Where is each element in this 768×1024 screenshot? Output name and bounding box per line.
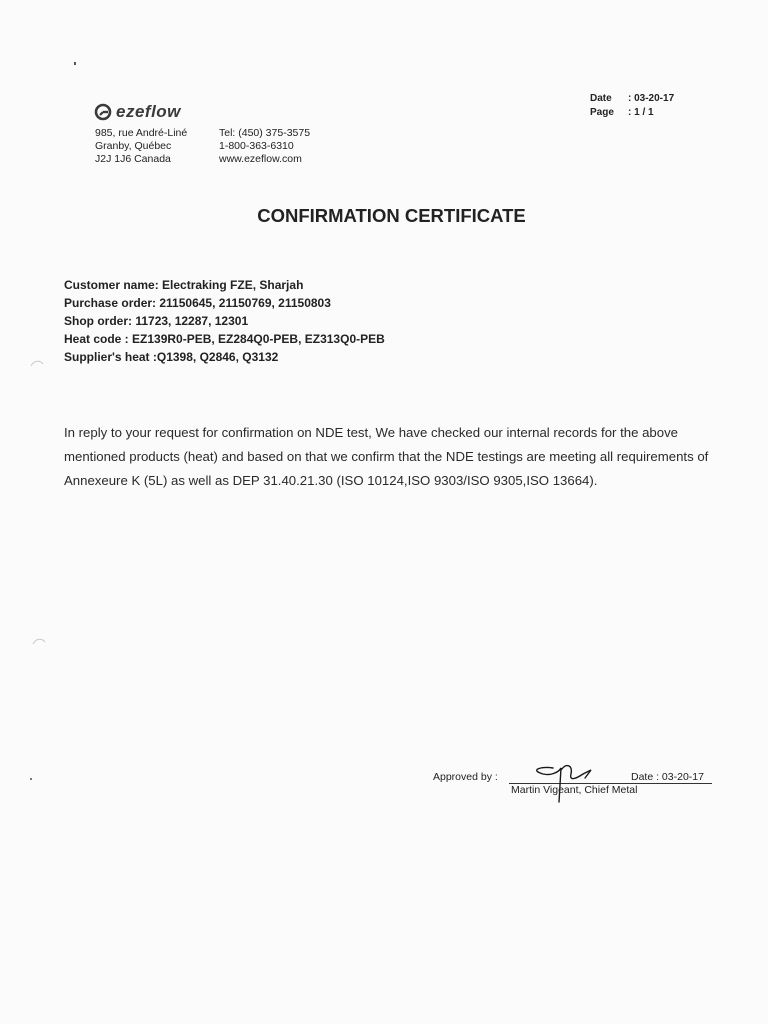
scan-dot bbox=[74, 62, 76, 65]
signature-icon bbox=[521, 756, 611, 804]
page-value: : 1 / 1 bbox=[628, 107, 654, 118]
scan-mark-icon bbox=[32, 636, 46, 646]
document-title: CONFIRMATION CERTIFICATE bbox=[257, 205, 526, 226]
company-address bbox=[95, 127, 187, 166]
signer-name: Martin Vigeant, Chief Metal bbox=[511, 784, 638, 796]
logo-text: ezeflow bbox=[116, 102, 181, 121]
approval-block bbox=[433, 762, 723, 802]
toll-free-number: 1-800-363-6310 bbox=[219, 140, 294, 152]
website: www.ezeflow.com bbox=[219, 153, 302, 165]
company-contact bbox=[219, 127, 310, 166]
shop-order: Shop order: 11723, 12287, 12301 bbox=[64, 314, 249, 328]
page-row bbox=[590, 106, 674, 120]
address-line-1: 985, rue André-Liné bbox=[95, 127, 188, 139]
ezeflow-logo-icon bbox=[94, 103, 112, 121]
page-label: Page bbox=[590, 107, 614, 118]
confirmation-paragraph: In reply to your request for confirmation on NDE test, We have checked our internal records for the above mentioned products (heat) and based on that we confirm that the NDE testings are meeting all requirements of Annexeure K (5L) as well as DEP 31.40.21.30 (ISO 10124,ISO 9303/ISO 9305,ISO 13664). bbox=[64, 425, 709, 488]
customer-name: Customer name: Electraking FZE, Sharjah bbox=[64, 278, 304, 292]
phone-number: Tel: (450) 375-3575 bbox=[219, 127, 311, 139]
approved-by-label: Approved by : bbox=[433, 771, 498, 783]
scan-dot bbox=[30, 778, 32, 780]
address-line-3: J2J 1J6 Canada bbox=[95, 153, 171, 165]
document-meta bbox=[590, 92, 674, 120]
supplier-heat: Supplier's heat :Q1398, Q2846, Q3132 bbox=[64, 350, 279, 364]
date-row bbox=[590, 92, 674, 106]
purchase-order: Purchase order: 21150645, 21150769, 21150803 bbox=[64, 296, 331, 310]
date-label: Date bbox=[590, 93, 612, 104]
approval-date: Date : 03-20-17 bbox=[631, 771, 704, 783]
heat-code: Heat code : EZ139R0-PEB, EZ284Q0-PEB, EZ313Q0-PEB bbox=[64, 332, 385, 346]
scan-mark-icon bbox=[30, 358, 44, 368]
company-logo bbox=[94, 102, 181, 122]
order-details bbox=[64, 276, 385, 366]
address-line-2: Granby, Québec bbox=[95, 140, 172, 152]
date-value: : 03-20-17 bbox=[628, 93, 675, 104]
